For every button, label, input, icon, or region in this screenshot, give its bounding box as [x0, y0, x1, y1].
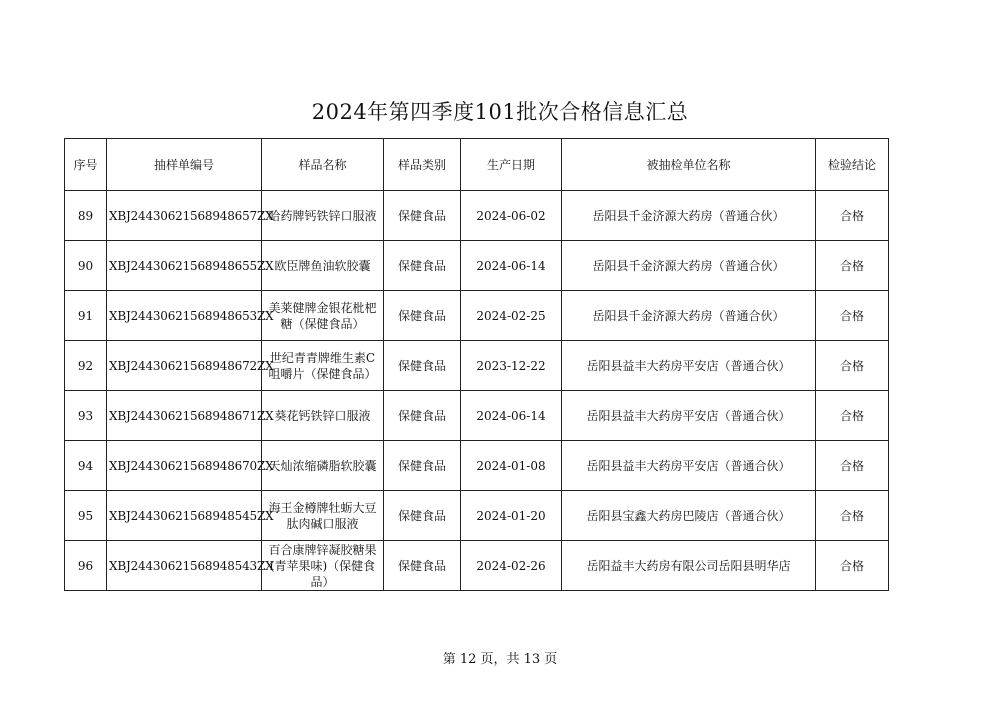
cell-production-date: 2024-06-02: [461, 191, 562, 241]
cell-inspected-unit: 岳阳县千金济源大药房（普通合伙）: [562, 191, 816, 241]
document-title: 2024年第四季度101批次合格信息汇总: [311, 100, 689, 124]
table-row: [65, 241, 889, 291]
cell-sample-name: 哈药牌钙铁锌口服液: [262, 191, 384, 241]
table-row: [65, 191, 889, 241]
cell-conclusion: 合格: [816, 391, 889, 441]
qualified-batch-table: [64, 138, 889, 591]
header-sample-name: 样品名称: [262, 139, 384, 191]
header-inspected-unit: 被抽检单位名称: [562, 139, 816, 191]
cell-inspected-unit: 岳阳县千金济源大药房（普通合伙）: [562, 291, 816, 341]
cell-serial: 92: [65, 341, 107, 391]
cell-sample-category: 保健食品: [384, 341, 461, 391]
page-number-footer: 第 12 页，共 13 页: [442, 652, 558, 667]
cell-sample-name: 海王金樽牌牡蛎大豆肽肉碱口服液: [262, 491, 384, 541]
cell-inspected-unit: 岳阳县益丰大药房平安店（普通合伙）: [562, 441, 816, 491]
cell-serial: 94: [65, 441, 107, 491]
cell-production-date: 2024-02-25: [461, 291, 562, 341]
cell-inspected-unit: 岳阳县宝鑫大药房巴陵店（普通合伙）: [562, 491, 816, 541]
cell-serial: 89: [65, 191, 107, 241]
cell-serial: 95: [65, 491, 107, 541]
cell-sample-number: XBJ24430621568948545ZX: [107, 491, 262, 541]
cell-sample-number: XBJ24430621568948653ZX: [107, 291, 262, 341]
cell-serial: 90: [65, 241, 107, 291]
cell-sample-name: 美莱健牌金银花枇杷糖（保健食品）: [262, 291, 384, 341]
cell-production-date: 2024-06-14: [461, 391, 562, 441]
cell-conclusion: 合格: [816, 241, 889, 291]
table-row: [65, 541, 889, 591]
cell-sample-category: 保健食品: [384, 291, 461, 341]
cell-production-date: 2024-01-20: [461, 491, 562, 541]
cell-sample-number: XBJ24430621568948543ZX: [107, 541, 262, 591]
cell-sample-number: XBJ24430621568948655ZX: [107, 241, 262, 291]
cell-sample-category: 保健食品: [384, 391, 461, 441]
cell-production-date: 2024-02-26: [461, 541, 562, 591]
cell-production-date: 2023-12-22: [461, 341, 562, 391]
cell-conclusion: 合格: [816, 441, 889, 491]
cell-sample-number: XBJ24430621568948671ZX: [107, 391, 262, 441]
cell-serial: 91: [65, 291, 107, 341]
cell-conclusion: 合格: [816, 541, 889, 591]
cell-sample-category: 保健食品: [384, 491, 461, 541]
cell-inspected-unit: 岳阳县千金济源大药房（普通合伙）: [562, 241, 816, 291]
table-row: [65, 391, 889, 441]
cell-sample-category: 保健食品: [384, 191, 461, 241]
cell-serial: 93: [65, 391, 107, 441]
table-row: [65, 291, 889, 341]
cell-production-date: 2024-06-14: [461, 241, 562, 291]
cell-sample-name: 百合康牌锌凝胶糖果(青苹果味)（保健食品）: [262, 541, 384, 591]
cell-conclusion: 合格: [816, 191, 889, 241]
cell-sample-category: 保健食品: [384, 541, 461, 591]
header-sample-category: 样品类别: [384, 139, 461, 191]
table-row: [65, 341, 889, 391]
cell-sample-name: 欧臣牌鱼油软胶囊: [262, 241, 384, 291]
header-serial: 序号: [65, 139, 107, 191]
table-row: [65, 491, 889, 541]
cell-inspected-unit: 岳阳益丰大药房有限公司岳阳县明华店: [562, 541, 816, 591]
cell-inspected-unit: 岳阳县益丰大药房平安店（普通合伙）: [562, 391, 816, 441]
header-production-date: 生产日期: [461, 139, 562, 191]
cell-serial: 96: [65, 541, 107, 591]
cell-sample-name: 天灿浓缩磷脂软胶囊: [262, 441, 384, 491]
cell-conclusion: 合格: [816, 341, 889, 391]
cell-sample-number: XBJ24430621568948670ZX: [107, 441, 262, 491]
cell-sample-category: 保健食品: [384, 241, 461, 291]
table-header-row: [65, 139, 889, 191]
cell-production-date: 2024-01-08: [461, 441, 562, 491]
cell-sample-number: XBJ24430621568948657ZX: [107, 191, 262, 241]
cell-sample-number: XBJ24430621568948672ZX: [107, 341, 262, 391]
cell-conclusion: 合格: [816, 291, 889, 341]
table-row: [65, 441, 889, 491]
cell-inspected-unit: 岳阳县益丰大药房平安店（普通合伙）: [562, 341, 816, 391]
cell-sample-name: 世纪青青牌维生素C咀嚼片（保健食品）: [262, 341, 384, 391]
cell-conclusion: 合格: [816, 491, 889, 541]
header-conclusion: 检验结论: [816, 139, 889, 191]
cell-sample-name: 葵花钙铁锌口服液: [262, 391, 384, 441]
header-sample-number: 抽样单编号: [107, 139, 262, 191]
cell-sample-category: 保健食品: [384, 441, 461, 491]
